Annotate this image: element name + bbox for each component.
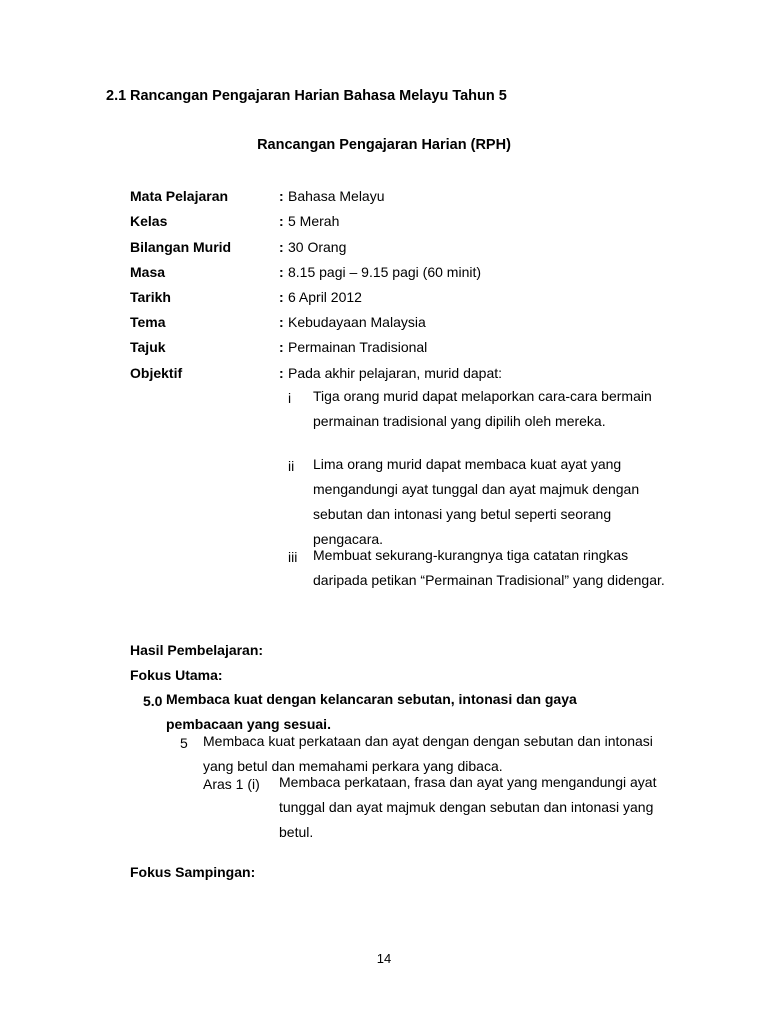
field-label-tema: Tema: [130, 314, 166, 330]
field-colon: :: [279, 339, 284, 355]
aras-label: Aras 1 (i): [203, 776, 260, 792]
field-value-objektif: Pada akhir pelajaran, murid dapat:: [288, 365, 503, 381]
field-label-objektif: Objektif: [130, 365, 183, 381]
aras-text: Membaca perkataan, frasa dan ayat yang mengandungi ayat tunggal dan ayat majmuk dengan sebutan dan intonasi yang betul.: [279, 774, 657, 840]
field-colon: :: [279, 239, 284, 255]
hasil-pembelajaran-heading: Hasil Pembelajaran:: [130, 642, 264, 658]
outcome-text: Membaca kuat perkataan dan ayat dengan dengan sebutan dan intonasi yang betul dan memahami perkara yang dibaca.: [203, 733, 653, 774]
objective-marker: i: [288, 390, 292, 406]
field-value-kelas: 5 Merah: [288, 213, 340, 229]
objective-marker: iii: [288, 549, 298, 565]
field-label-tarikh: Tarikh: [130, 289, 171, 305]
section-title: Rancangan Pengajaran Harian Bahasa Melayu Tahun 5: [130, 88, 507, 104]
fokus-utama-heading: Fokus Utama:: [130, 667, 223, 683]
objective-text: Membuat sekurang-kurangnya tiga catatan ringkas daripada petikan “Permainan Tradisional” yang didengar.: [313, 547, 665, 588]
field-label-masa: Masa: [130, 264, 166, 280]
field-colon: :: [279, 314, 284, 330]
field-value-masa: 8.15 pagi – 9.15 pagi (60 minit): [288, 264, 482, 280]
objective-text: Tiga orang murid dapat melaporkan cara-cara bermain permainan tradisional yang dipilih oleh mereka.: [313, 388, 652, 429]
field-colon: :: [279, 365, 284, 381]
section-number: 2.1: [106, 88, 127, 104]
field-value-mata-pelajaran: Bahasa Melayu: [288, 188, 385, 204]
field-value-tajuk: Permainan Tradisional: [288, 339, 428, 355]
field-colon: :: [279, 264, 284, 280]
standard-number: 5.0: [143, 693, 163, 709]
field-label-kelas: Kelas: [130, 213, 168, 229]
field-colon: :: [279, 213, 284, 229]
field-label-mata-pelajaran: Mata Pelajaran: [130, 188, 229, 204]
field-value-tarikh: 6 April 2012: [288, 289, 362, 305]
objective-marker: ii: [288, 458, 295, 474]
objective-text: Lima orang murid dapat membaca kuat ayat yang mengandungi ayat tunggal dan ayat majmuk dengan sebutan dan intonasi yang betul seperti seorang pengacara.: [313, 456, 640, 547]
standard-text-content: Membaca kuat dengan kelancaran sebutan, intonasi dan gaya pembacaan yang sesuai.: [166, 691, 577, 732]
field-label-bilangan-murid: Bilangan Murid: [130, 239, 232, 255]
field-label-tajuk: Tajuk: [130, 339, 166, 355]
outcome-number: 5: [180, 735, 188, 751]
field-value-bilangan-murid: 30 Orang: [288, 239, 347, 255]
field-value-tema: Kebudayaan Malaysia: [288, 314, 426, 330]
page-number: 14: [376, 951, 392, 966]
field-colon: :: [279, 188, 284, 204]
fokus-sampingan-heading: Fokus Sampingan:: [130, 864, 256, 880]
field-colon: :: [279, 289, 284, 305]
section-heading: [106, 88, 507, 105]
rph-title: Rancangan Pengajaran Harian (RPH): [257, 137, 511, 153]
